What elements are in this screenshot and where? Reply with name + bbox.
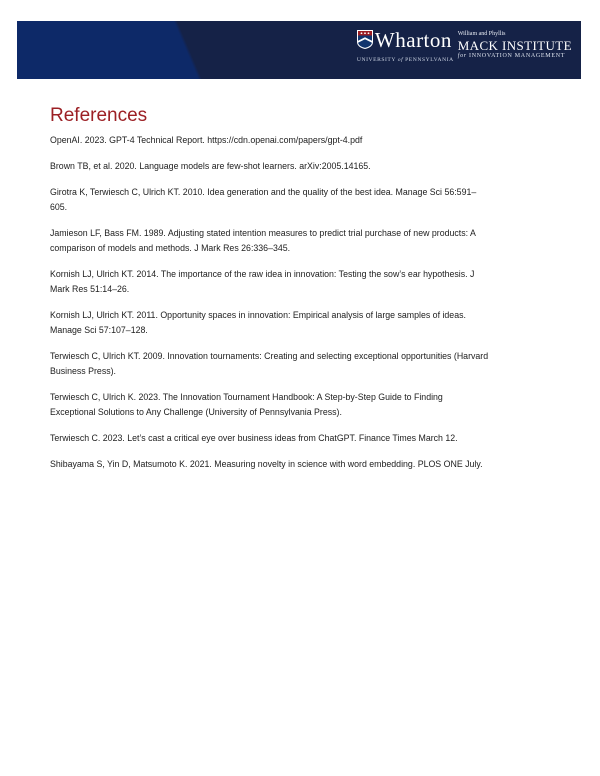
mack-institute-lockup — [458, 30, 572, 60]
reference-entry: Terwiesch C, Ulrich KT. 2009. Innovation tournaments: Creating and selecting exceptional opportunities (Harvard Business Press). — [50, 351, 489, 376]
wharton-wordmark: Wharton — [374, 28, 452, 52]
reference-entry: OpenAI. 2023. GPT-4 Technical Report. https://cdn.openai.com/papers/gpt-4.pdf — [50, 135, 363, 145]
references-section — [50, 104, 562, 483]
page-title: References — [50, 105, 148, 126]
mack-tagline: for INNOVATION MANAGEMENT — [457, 53, 566, 59]
reference-entry: Terwiesch C, Ulrich K. 2023. The Innovation Tournament Handbook: A Step-by-Step Guide to Finding Exceptional Solutions to Any Challenge (University of Pennsylvania Press). — [50, 392, 443, 417]
reference-entry: Terwiesch C. 2023. Let’s cast a critical eye over business ideas from ChatGPT. Finance Times March 12. — [50, 433, 458, 443]
reference-entry: Girotra K, Terwiesch C, Ulrich KT. 2010. Idea generation and the quality of the best idea. Manage Sci 56:591– 605. — [50, 187, 477, 212]
references-list — [50, 133, 562, 472]
wharton-lockup — [357, 30, 454, 63]
reference-entry: Brown TB, et al. 2020. Language models are few-shot learners. arXiv:2005.14165. — [50, 161, 371, 171]
reference-entry: Kornish LJ, Ulrich KT. 2011. Opportunity spaces in innovation: Empirical analysis of large samples of ideas. Manage Sci 57:107–128. — [50, 310, 466, 335]
mack-institute-name: MACK INSTITUTE — [457, 38, 572, 53]
reference-entry: Shibayama S, Yin D, Matsumoto K. 2021. Measuring novelty in science with word embedding. PLOS ONE July. — [50, 459, 483, 469]
university-of-pennsylvania-label: UNIVERSITY of PENNSYLVANIA — [356, 57, 454, 63]
reference-entry: Kornish LJ, Ulrich KT. 2014. The importance of the raw idea in innovation: Testing the sow’s ear hypothesis. J Mark Res 51:14–26. — [50, 269, 475, 294]
penn-shield-icon — [357, 30, 373, 49]
header-banner — [17, 21, 581, 79]
mack-donors-label: William and Phyllis — [457, 31, 506, 37]
wharton-mack-logo — [357, 30, 572, 63]
reference-entry: Jamieson LF, Bass FM. 1989. Adjusting stated intention measures to predict trial purchase of new products: A comparison of models and methods. J Mark Res 26:336–345. — [50, 228, 476, 253]
